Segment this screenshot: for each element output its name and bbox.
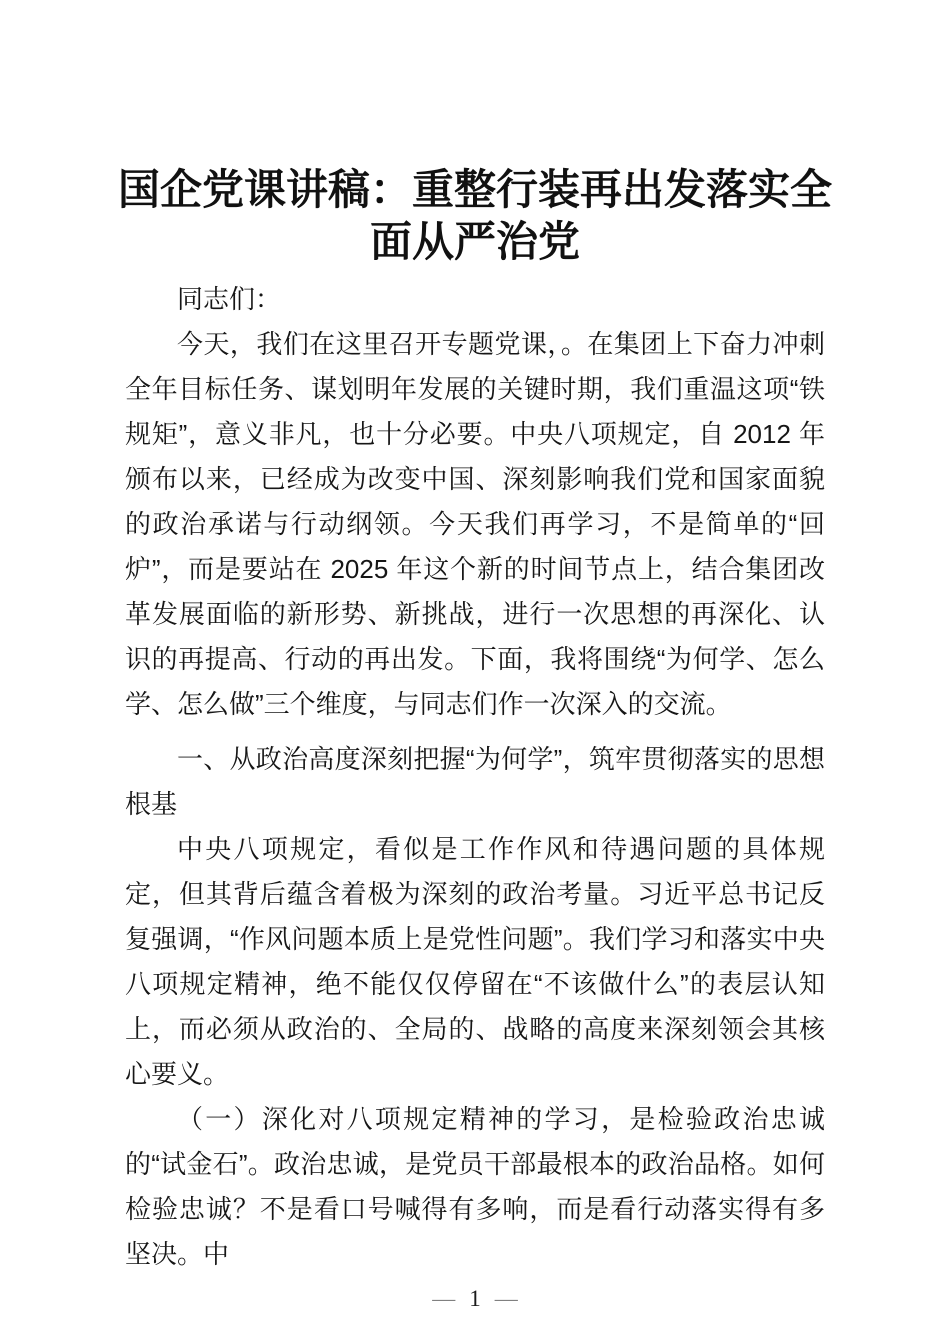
paragraph-intro: 今天，我们在这里召开专题党课，。在集团上下奋力冲刺全年目标任务、谋划明年发展的关键时期，我们重温这项“铁规矩”，意义非凡，也十分必要。中央八项规定，自 2012 年颁布以来，已经成为改变中国、深刻影响我们党和国家面貌的政治承诺与行动纲领。今天我们再学习，不是简单的“回炉”，而是要站在 2025 年这个新的时间节点上，结合集团改革发展面临的新形势、新挑战，进行一次思想的再深化、认识的再提高、行动的再出发。下面，我将围绕“为何学、怎么学、怎么做”三个维度，与同志们作一次深入的交流。	[125, 329, 825, 719]
footer-dash-right: —	[494, 1286, 518, 1311]
paragraph-section1-body: 中央八项规定，看似是工作作风和待遇问题的具体规定，但其背后蕴含着极为深刻的政治考量。习近平总书记反复强调，“作风问题本质上是党性问题”。我们学习和落实中央八项规定精神，绝不能仅仅停留在“不该做什么”的表层认知上，而必须从政治的、全局的、战略的高度来深刻领会其核心要义。	[125, 834, 825, 1089]
paragraph-subsection-1: （一）深化对八项规定精神的学习，是检验政治忠诚的“试金石”。政治忠诚，是党员干部最根本的政治品格。如何检验忠诚？不是看口号喊得有多响，而是看行动落实得有多坚决。中	[125, 1104, 825, 1269]
document-title: 国企党课讲稿：重整行装再出发落实全面从严治党	[117, 168, 832, 266]
document-body	[125, 277, 825, 1277]
page-footer	[0, 1284, 950, 1314]
footer-dash-left: —	[432, 1286, 456, 1311]
salutation: 同志们：	[177, 284, 282, 314]
page-number: 1	[469, 1286, 481, 1311]
section-heading-1: 一、从政治高度深刻把握“为何学”，筑牢贯彻落实的思想根基	[125, 744, 825, 819]
